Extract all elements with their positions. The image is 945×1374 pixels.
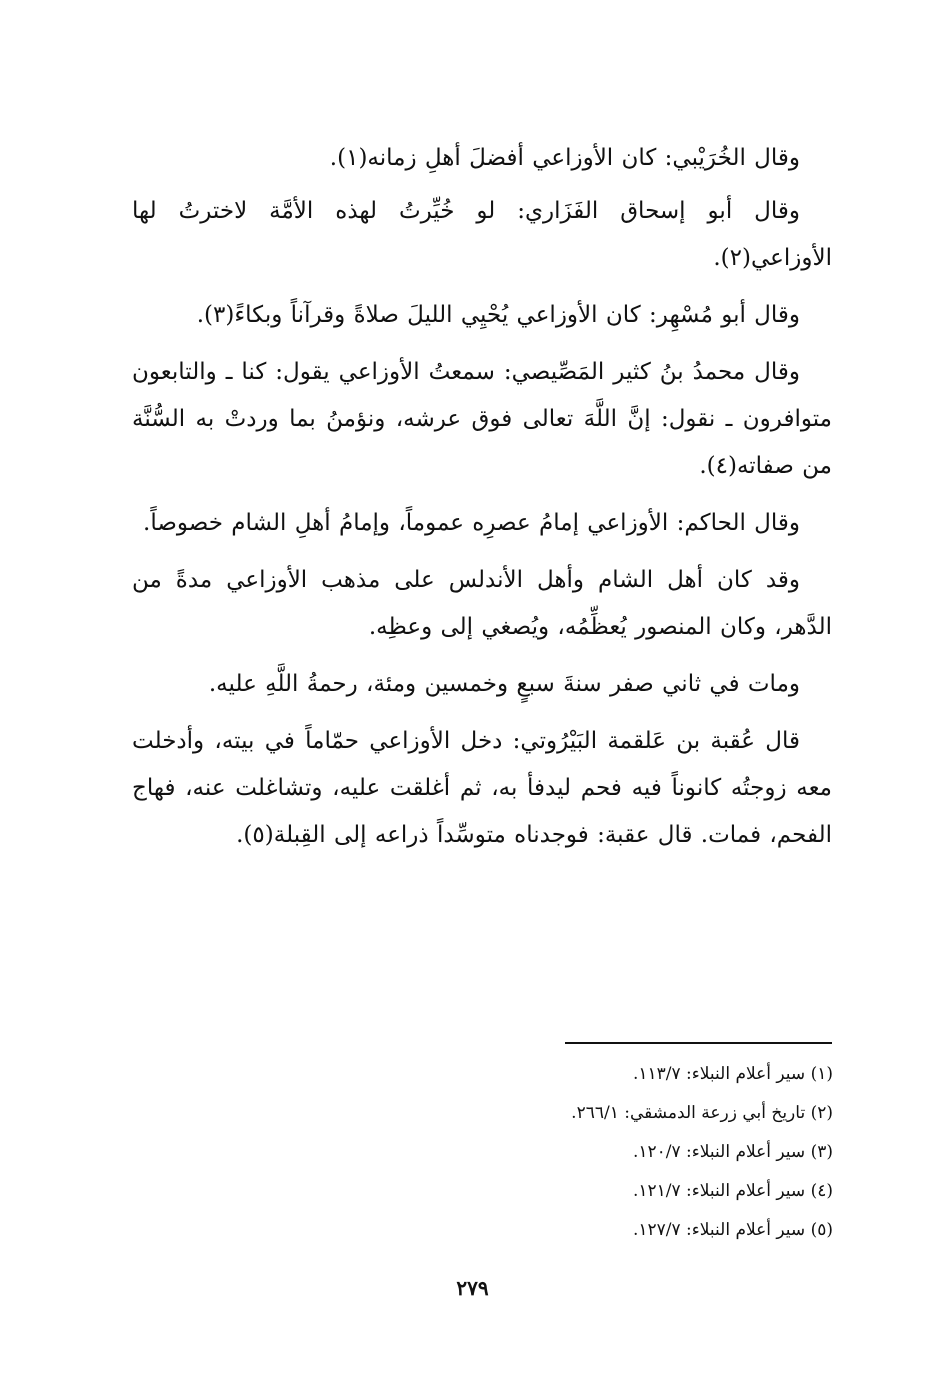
paragraph-khuraybi: وقال الخُرَيْبي: كان الأوزاعي أفضلَ أهلِ زمانه(١). xyxy=(329,145,800,171)
paragraph-hakim: وقال الحاكم: الأوزاعي إمامُ عصرِه عموماً، وإمامُ أهلِ الشام خصوصاً. xyxy=(143,510,800,536)
main-text xyxy=(132,135,832,869)
footnote-1: (١) سير أعلام النبلاء: ١١٣/٧. xyxy=(632,1064,833,1084)
paragraph-abu-mushir: وقال أبو مُسْهِر: كان الأوزاعي يُحْيِي الليلَ صلاةً وقرآناً وبكاءً(٣). xyxy=(196,302,800,328)
footnotes-list xyxy=(333,1055,833,1250)
footnote-divider xyxy=(565,1042,832,1044)
footnote-4: (٤) سير أعلام النبلاء: ١٢١/٧. xyxy=(632,1181,833,1201)
paragraph-madhhab: وقد كان أهل الشام وأهل الأندلس على مذهب الأوزاعي مدةً من الدَّهر، وكان المنصور يُعظِّمُه، ويُصغي إلى وعظِه. xyxy=(132,567,832,640)
paragraph-fazari: وقال أبو إسحاق الفَزَاري: لو خُيِّرتُ لهذه الأمَّة لاخترتُ لها الأوزاعي(٢). xyxy=(132,198,832,271)
page-number: ٢٧٩ xyxy=(456,1276,489,1300)
footnote-3: (٣) سير أعلام النبلاء: ١٢٠/٧. xyxy=(632,1142,833,1162)
paragraph-uqba: قال عُقبة بن عَلقمة البَيْرُوتي: دخل الأوزاعي حمّاماً في بيته، وأدخلت معه زوجتُه كانوناً فيه فحم ليدفأ به، ثم أغلقت عليه، وتشاغلت عنه، فهاج الفحم، فمات. قال عقبة: فوجدناه متوسِّداً ذراعه إلى القِبلة(٥). xyxy=(132,728,832,848)
footnote-2: (٢) تاريخ أبي زرعة الدمشقي: ٢٦٦/١. xyxy=(571,1103,833,1123)
footnote-5: (٥) سير أعلام النبلاء: ١٢٧/٧. xyxy=(632,1220,833,1240)
paragraph-massisi: وقال محمدُ بنُ كثير المَصِّيصي: سمعتُ الأوزاعي يقول: كنا ـ والتابعون متوافرون ـ نقول: إنَّ اللَّهَ تعالى فوق عرشه، ونؤمنُ بما وردتْ به السُّنَّة من صفاته(٤). xyxy=(132,359,832,479)
paragraph-death: ومات في ثاني صفر سنةَ سبعٍ وخمسين ومئة، رحمةُ اللَّهِ عليه. xyxy=(208,671,800,697)
